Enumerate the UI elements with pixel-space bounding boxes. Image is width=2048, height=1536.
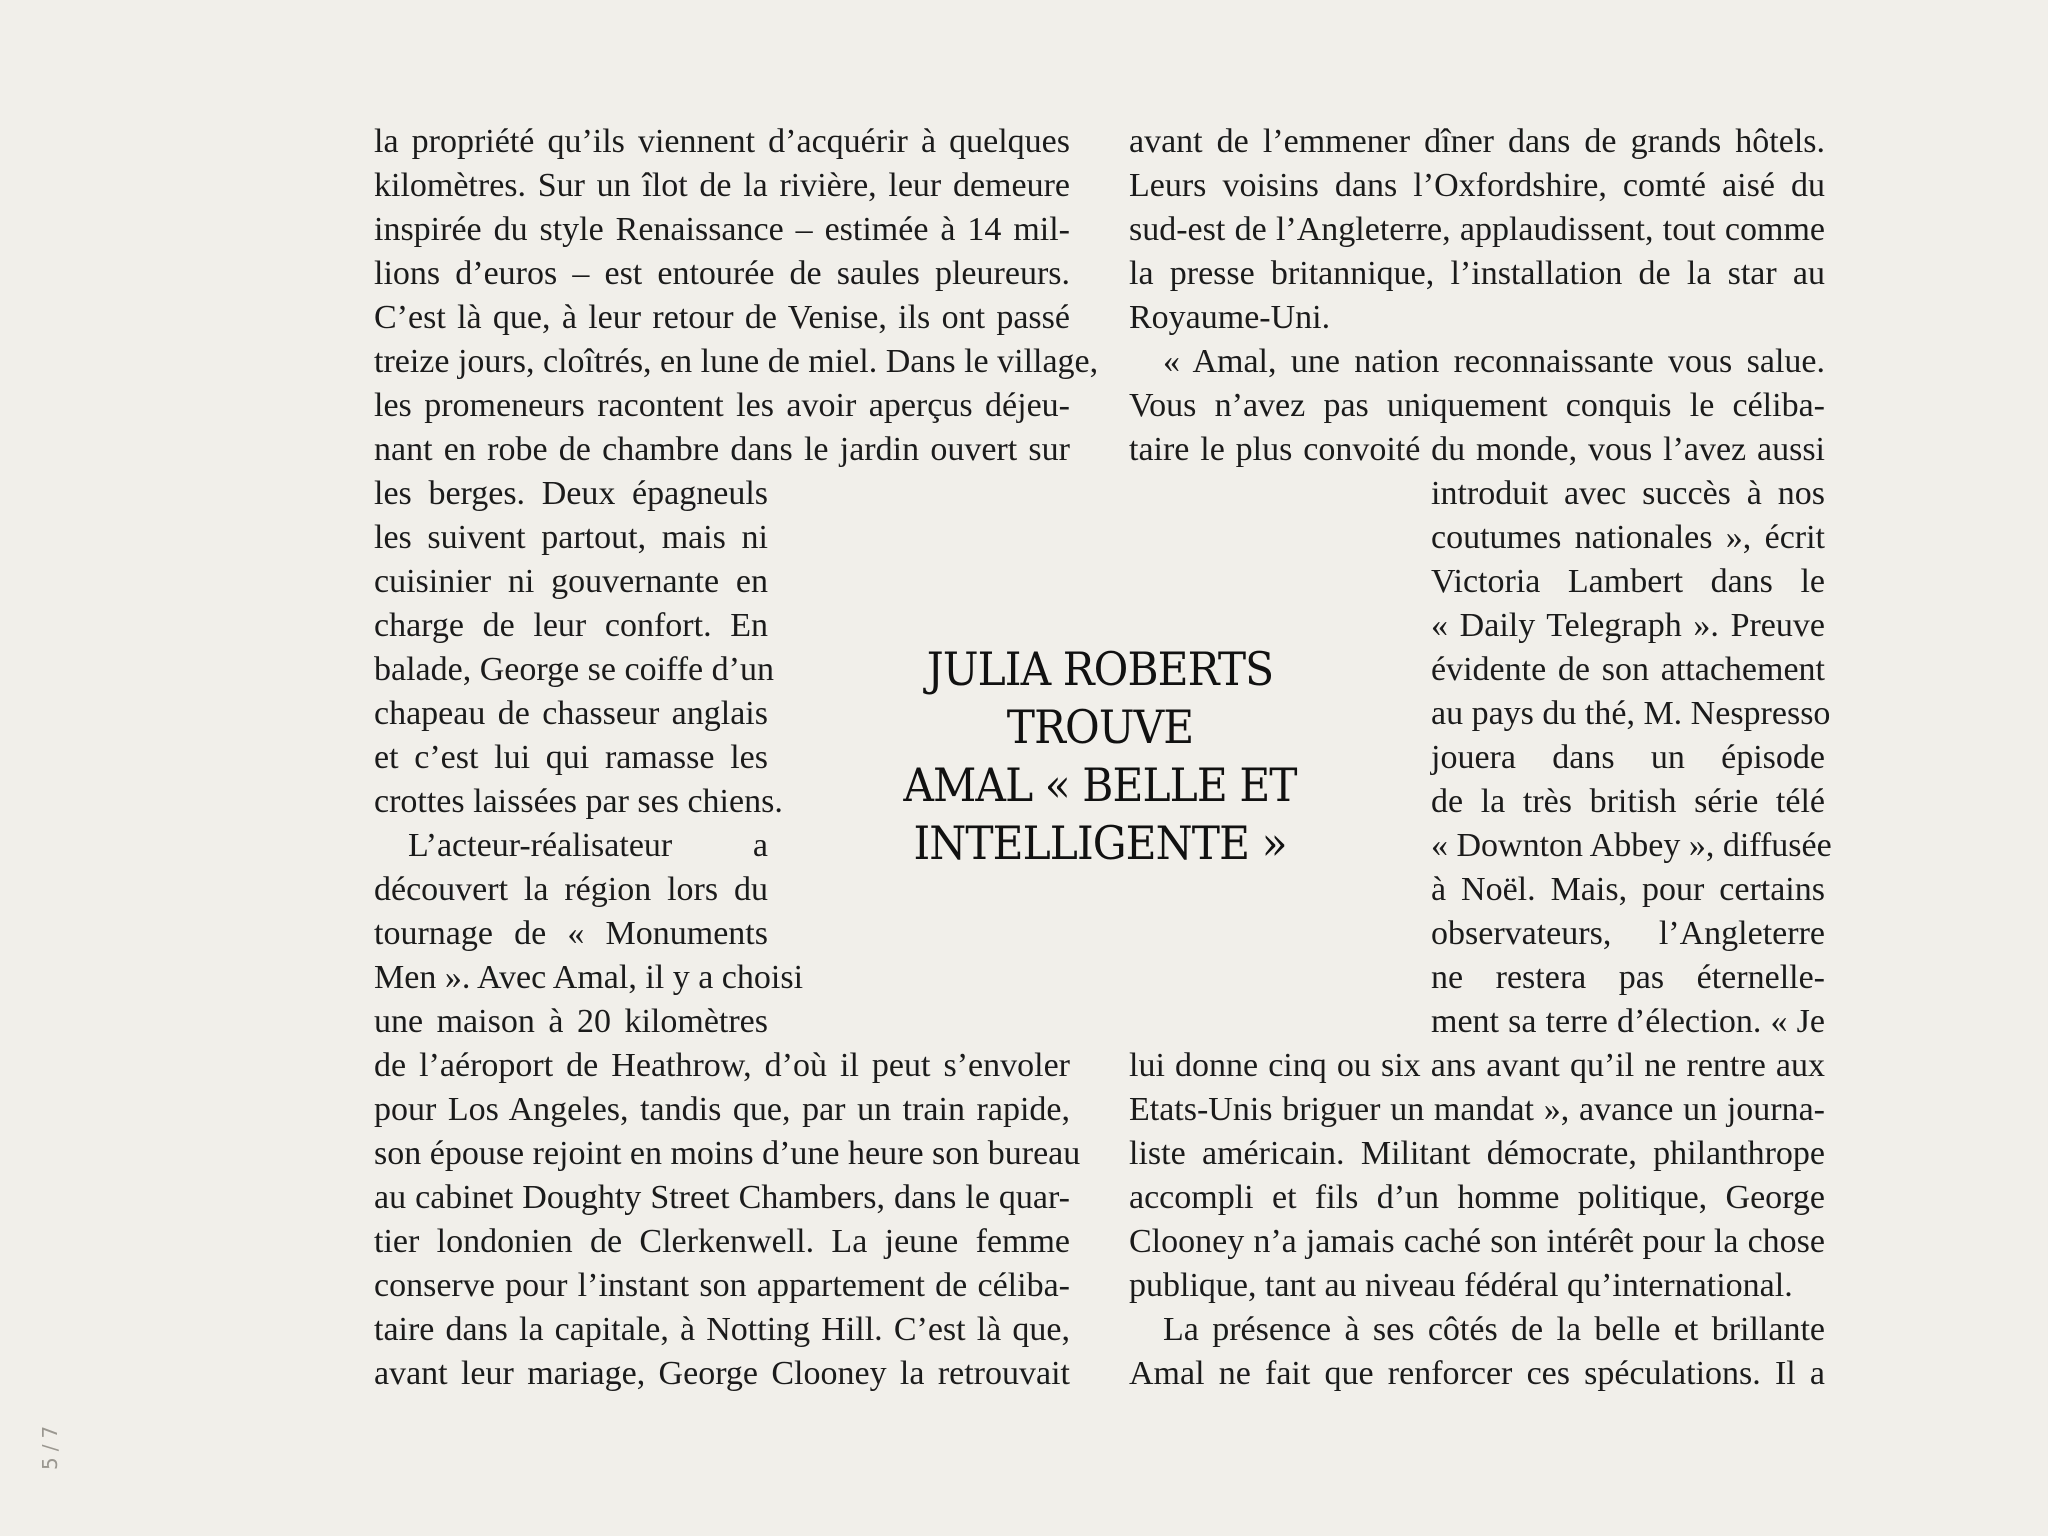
text-line: inspirée du style Renaissance – estimée à 14 mil- bbox=[374, 211, 1070, 248]
text-line: publique, tant au niveau fédéral qu’international. bbox=[1129, 1267, 1793, 1304]
text-line: sud-est de l’Angleterre, applaudissent, tout comme bbox=[1129, 211, 1825, 248]
pull-quote-line: INTELLIGENTE » bbox=[913, 816, 1287, 870]
text-line: « Daily Telegraph ». Preuve bbox=[1431, 607, 1825, 644]
pull-quote-line: JULIA ROBERTS bbox=[926, 642, 1274, 696]
text-line: balade, George se coiffe d’un bbox=[374, 651, 774, 688]
text-line: taire dans la capitale, à Notting Hill. C’est là que, bbox=[374, 1311, 1070, 1348]
text-line: tier londonien de Clerkenwell. La jeune femme bbox=[374, 1223, 1070, 1260]
text-line: accompli et fils d’un homme politique, George bbox=[1129, 1179, 1825, 1216]
text-line: Victoria Lambert dans le bbox=[1431, 563, 1825, 600]
text-line: Leurs voisins dans l’Oxfordshire, comté aisé du bbox=[1129, 167, 1825, 204]
text-line: nant en robe de chambre dans le jardin ouvert sur bbox=[374, 431, 1070, 468]
text-line: avant de l’emmener dîner dans de grands hôtels. bbox=[1129, 123, 1825, 160]
text-line: introduit avec succès à nos bbox=[1431, 475, 1825, 512]
text-line: chapeau de chasseur anglais bbox=[374, 695, 768, 732]
text-line: L’acteur-réalisateur a bbox=[408, 827, 768, 864]
text-line: les promeneurs racontent les avoir aperçus déjeu- bbox=[374, 387, 1070, 424]
text-line: « Amal, une nation reconnaissante vous salue. bbox=[1163, 343, 1825, 380]
text-line: cuisinier ni gouvernante en bbox=[374, 563, 768, 600]
text-line: pour Los Angeles, tandis que, par un train rapide, bbox=[374, 1091, 1070, 1128]
text-line: les berges. Deux épagneuls bbox=[374, 475, 768, 512]
text-line: Amal ne fait que renforcer ces spéculations. Il a bbox=[1129, 1355, 1825, 1392]
text-line: Clooney n’a jamais caché son intérêt pour la chose bbox=[1129, 1223, 1825, 1260]
text-line: lui donne cinq ou six ans avant qu’il ne rentre aux bbox=[1129, 1047, 1825, 1084]
text-line: la propriété qu’ils viennent d’acquérir à quelques bbox=[374, 123, 1070, 160]
text-line: lions d’euros – est entourée de saules pleureurs. bbox=[374, 255, 1070, 292]
text-line: liste américain. Militant démocrate, philanthrope bbox=[1129, 1135, 1825, 1172]
text-line: Men ». Avec Amal, il y a choisi bbox=[374, 959, 804, 996]
text-line: évidente de son attachement bbox=[1431, 651, 1825, 688]
pull-quote bbox=[880, 640, 1320, 872]
text-line: Royaume-Uni. bbox=[1129, 299, 1331, 336]
text-line: avant leur mariage, George Clooney la retrouvait bbox=[374, 1355, 1070, 1392]
text-line: découvert la région lors du bbox=[374, 871, 768, 908]
page-number: 5/7 bbox=[38, 1419, 62, 1470]
text-line: tournage de « Monuments bbox=[374, 915, 768, 952]
text-line: La présence à ses côtés de la belle et brillante bbox=[1163, 1311, 1825, 1348]
text-line: les suivent partout, mais ni bbox=[374, 519, 768, 556]
text-line: jouera dans un épisode bbox=[1431, 739, 1825, 776]
text-line: Etats-Unis briguer un mandat », avance un journa- bbox=[1129, 1091, 1825, 1128]
pull-quote-line: AMAL « BELLE ET bbox=[903, 758, 1297, 812]
text-line: et c’est lui qui ramasse les bbox=[374, 739, 768, 776]
text-line: la presse britannique, l’installation de la star au bbox=[1129, 255, 1825, 292]
text-line: C’est là que, à leur retour de Venise, ils ont passé bbox=[374, 299, 1070, 336]
text-line: au cabinet Doughty Street Chambers, dans le quar- bbox=[374, 1179, 1070, 1216]
text-line: ne restera pas éternelle- bbox=[1431, 959, 1825, 996]
text-line: observateurs, l’Angleterre bbox=[1431, 915, 1825, 952]
text-line: crottes laissées par ses chiens. bbox=[374, 783, 783, 820]
text-line: taire le plus convoité du monde, vous l’avez aussi bbox=[1129, 431, 1825, 468]
text-line: « Downton Abbey », diffusée bbox=[1431, 827, 1832, 864]
text-line: au pays du thé, M. Nespresso bbox=[1431, 695, 1831, 732]
text-line: une maison à 20 kilomètres bbox=[374, 1003, 768, 1040]
pull-quote-line: TROUVE bbox=[1006, 700, 1194, 754]
text-line: de la très british série télé bbox=[1431, 783, 1825, 820]
text-line: treize jours, cloîtrés, en lune de miel. Dans le village, bbox=[374, 343, 1099, 380]
text-line: son épouse rejoint en moins d’une heure son bureau bbox=[374, 1135, 1081, 1172]
text-line: ment sa terre d’élection. « Je bbox=[1431, 1003, 1825, 1040]
text-line: conserve pour l’instant son appartement de céliba- bbox=[374, 1267, 1070, 1304]
text-line: de l’aéroport de Heathrow, d’où il peut s’envoler bbox=[374, 1047, 1070, 1084]
text-line: charge de leur confort. En bbox=[374, 607, 768, 644]
text-line: coutumes nationales », écrit bbox=[1431, 519, 1825, 556]
text-line: Vous n’avez pas uniquement conquis le céliba- bbox=[1129, 387, 1825, 424]
text-line: kilomètres. Sur un îlot de la rivière, leur demeure bbox=[374, 167, 1070, 204]
text-line: à Noël. Mais, pour certains bbox=[1431, 871, 1825, 908]
